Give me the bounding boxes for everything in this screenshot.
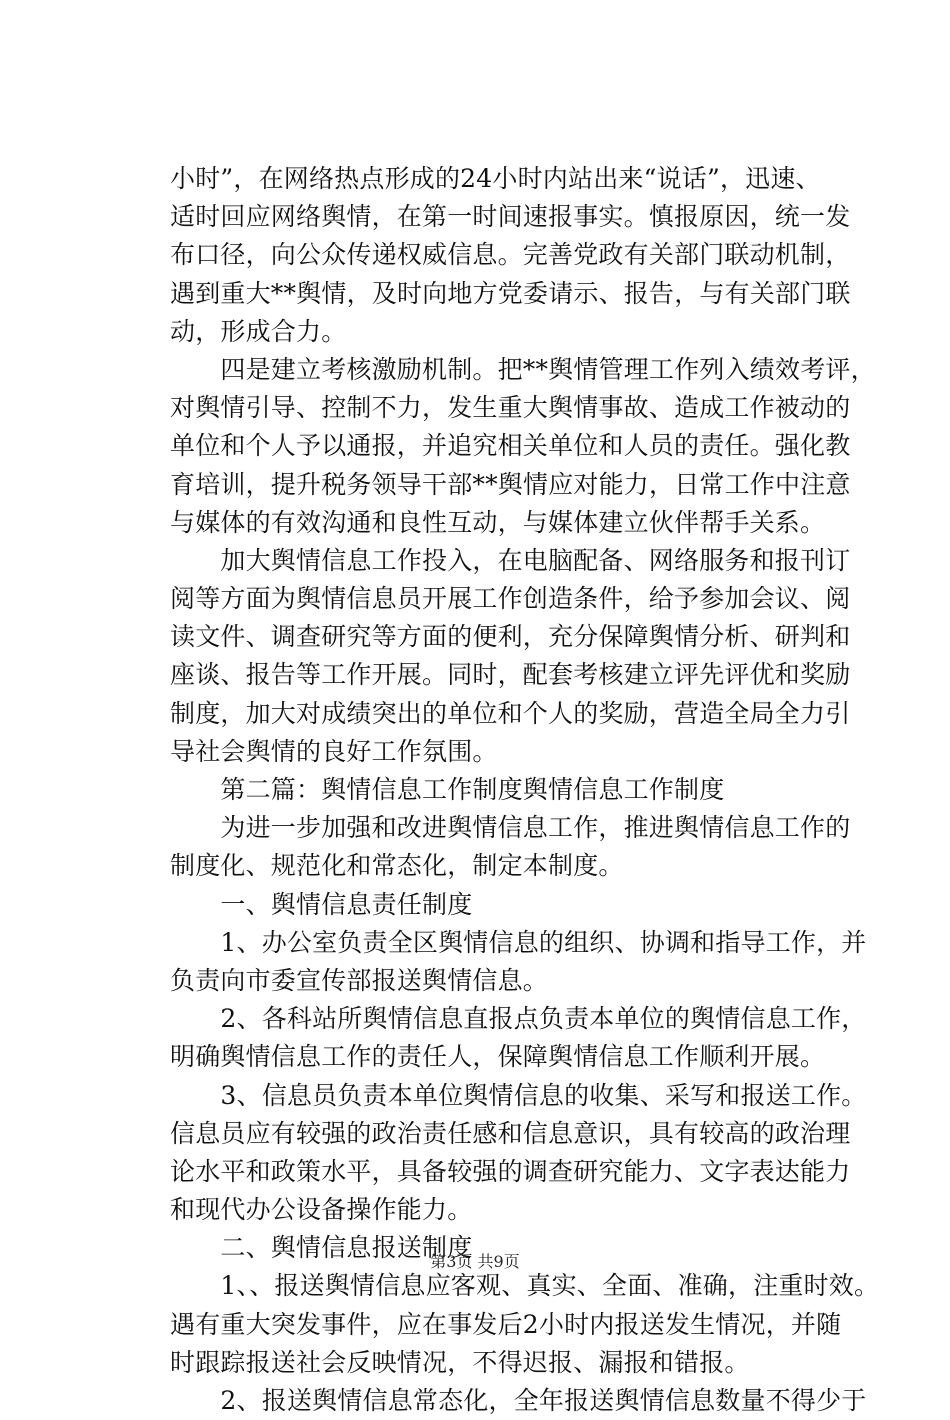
text-line: 时跟踪报送社会反映情况，不得迟报、漏报和错报。 (170, 1347, 750, 1377)
text-line: 负责向市委宣传部报送舆情信息。 (170, 965, 549, 995)
text-line: 1、、报送舆情信息应客观、真实、全面、准确，注重时效。 (170, 1271, 880, 1301)
text-line: 为进一步加强和改进舆情信息工作，推进舆情信息工作的 (170, 813, 851, 843)
text-line: 育培训，提升税务领导干部**舆情应对能力，日常工作中注意 (170, 469, 851, 499)
text-line: 制度，加大对成绩突出的单位和个人的奖励，营造全局全力引 (170, 698, 851, 728)
text-line: 与媒体的有效沟通和良性互动，与媒体建立伙伴帮手关系。 (170, 507, 826, 537)
text-line: 阅等方面为舆情信息员开展工作创造条件，给予参加会议、阅 (170, 584, 851, 614)
text-line: 适时回应网络舆情，在第一时间速报事实。慎报原因，统一发 (170, 202, 851, 232)
text-line: 小时”，在网络热点形成的24小时内站出来“说话”，迅速、 (170, 164, 821, 193)
text-line: 3、信息员负责本单位舆情信息的收集、采写和报送工作。 (170, 1080, 867, 1110)
text-line: 布口径，向公众传递权威信息。完善党政有关部门联动机制， (170, 240, 851, 270)
section-heading: 一、舆情信息责任制度 (170, 889, 473, 919)
text-line: 对舆情引导、控制不力，发生重大舆情事故、造成工作被动的 (170, 393, 851, 423)
text-line: 2、报送舆情信息常态化，全年报送舆情信息数量不得少于 (170, 1386, 867, 1415)
text-line: 加大舆情信息工作投入，在电脑配备、网络服务和报刊订 (170, 545, 851, 575)
text-line: 遇到重大**舆情，及时向地方党委请示、报告，与有关部门联 (170, 278, 851, 308)
text-line: 读文件、调查研究等方面的便利，充分保障舆情分析、研判和 (170, 622, 851, 652)
text-line: 单位和个人予以通报，并追究相关单位和人员的责任。强化教 (170, 431, 851, 461)
text-line: 论水平和政策水平，具备较强的调查研究能力、文字表达能力 (170, 1156, 851, 1186)
text-line: 动，形成合力。 (170, 316, 347, 346)
section-heading: 第二篇：舆情信息工作制度舆情信息工作制度 (170, 775, 725, 804)
text-line: 2、各科站所舆情信息直报点负责本单位的舆情信息工作， (170, 1004, 867, 1034)
text-line: 四是建立考核激励机制。把**舆情管理工作列入绩效考评， (170, 354, 876, 384)
text-line: 明确舆情信息工作的责任人，保障舆情信息工作顺利开展。 (170, 1042, 826, 1072)
section-heading: 二、舆情信息报送制度 (170, 1233, 473, 1263)
document-body (170, 160, 880, 1420)
text-line: 1、办公室负责全区舆情信息的组织、协调和指导工作，并 (170, 927, 867, 957)
page-number-footer: 第3页 共9页 (430, 1252, 520, 1271)
text-line: 座谈、报告等工作开展。同时，配套考核建立评先评优和奖励 (170, 660, 851, 690)
text-line: 信息员应有较强的政治责任感和信息意识，具有较高的政治理 (170, 1118, 851, 1148)
text-line: 制度化、规范化和常态化，制定本制度。 (170, 851, 624, 881)
text-line: 和现代办公设备操作能力。 (170, 1195, 473, 1225)
text-line: 导社会舆情的良好工作氛围。 (170, 736, 498, 766)
text-line: 遇有重大突发事件，应在事发后2小时内报送发生情况，并随 (170, 1309, 842, 1339)
